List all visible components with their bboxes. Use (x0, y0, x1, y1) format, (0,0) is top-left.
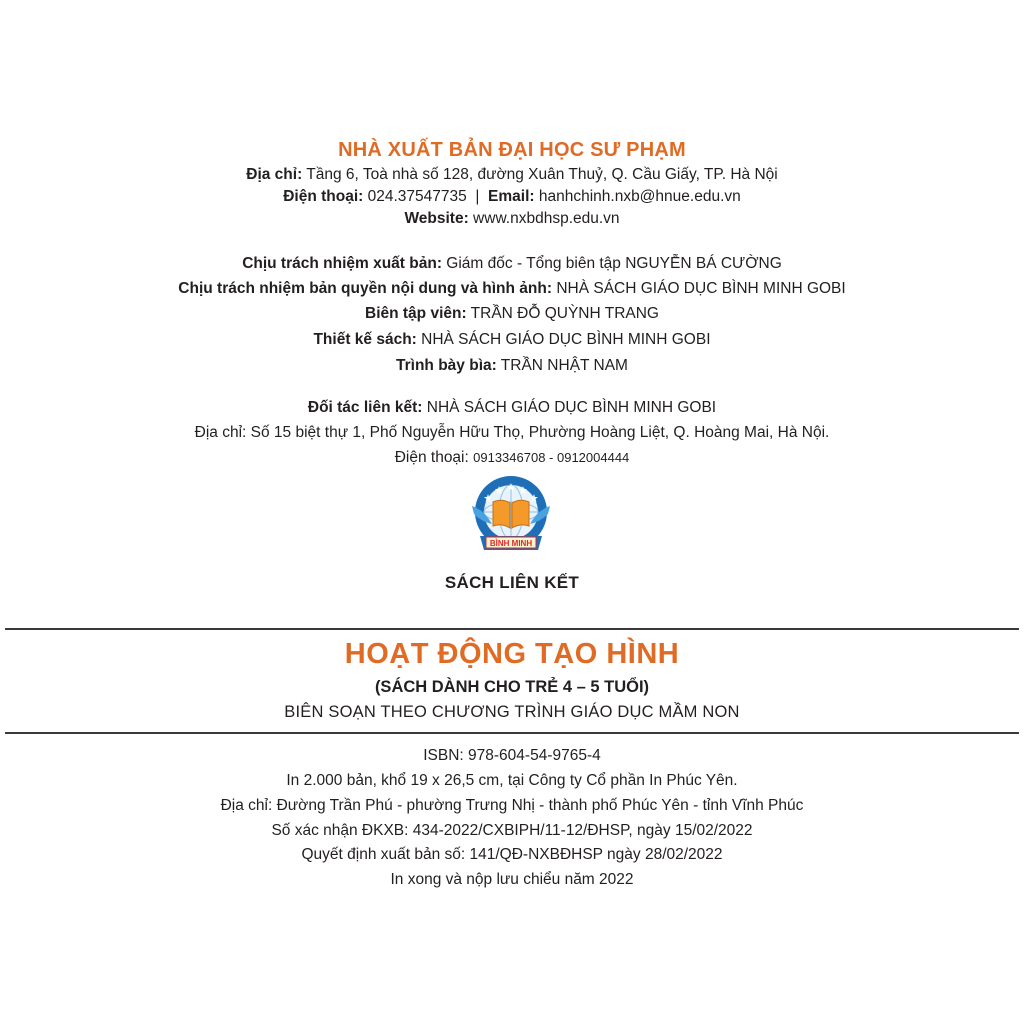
logo-text: BÌNH MINH (489, 539, 533, 548)
credit-label: Trình bày bìa: (396, 357, 497, 374)
partner-phone-label: Điện thoại: (394, 449, 474, 466)
imprint-deposit: In xong và nộp lưu chiểu năm 2022 (390, 871, 634, 888)
imprint-printer-address: Địa chỉ: Đường Trần Phú - phường Trưng Nhị - thành phố Phúc Yên - tỉnh Vĩnh Phúc (220, 797, 804, 814)
website-value: www.nxbdhsp.edu.vn (468, 210, 620, 227)
address-label: Địa chỉ: (246, 166, 303, 183)
imprint-publishing-decision: Quyết định xuất bản số: 141/QĐ-NXBĐHSP ngày 28/02/2022 (301, 846, 723, 863)
publisher-contact (0, 186, 1024, 208)
imprint-registration: Số xác nhận ĐKXB: 434-2022/CXBIPH/11-12/ĐHSP, ngày 15/02/2022 (271, 822, 753, 839)
website-label: Website: (404, 210, 469, 227)
imprint-isbn: ISBN: 978-604-54-9765-4 (423, 747, 601, 764)
credit-cover-layout (0, 355, 1024, 377)
book-curriculum: BIÊN SOẠN THEO CHƯƠNG TRÌNH GIÁO DỤC MẦM NON (284, 703, 740, 721)
partner-phone-value: 0913346708 - 0912004444 (473, 450, 630, 465)
address-value: Tầng 6, Toà nhà số 128, đường Xuân Thuỷ, Q. Cầu Giấy, TP. Hà Nội (302, 166, 778, 183)
credit-book-design (0, 329, 1024, 351)
binh-minh-logo-icon (466, 474, 556, 558)
email-label: Email: (488, 188, 535, 205)
credit-label: Thiết kế sách: (313, 331, 417, 348)
partner-value: NHÀ SÁCH GIÁO DỤC BÌNH MINH GOBI (422, 399, 717, 416)
credit-label: Biên tập viên: (365, 305, 467, 322)
credit-value: NHÀ SÁCH GIÁO DỤC BÌNH MINH GOBI (552, 280, 846, 297)
credit-label: Chịu trách nhiệm xuất bản: (242, 255, 442, 272)
credit-label: Chịu trách nhiệm bản quyền nội dung và hình ảnh: (178, 280, 553, 297)
linked-book-caption: SÁCH LIÊN KẾT (444, 573, 580, 592)
credit-value: TRẦN ĐỖ QUỲNH TRANG (466, 305, 659, 322)
book-subtitle: (SÁCH DÀNH CHO TRẺ 4 – 5 TUỔI) (374, 678, 650, 696)
credit-editor (0, 303, 1024, 325)
publisher-website (0, 208, 1024, 230)
partner-line (0, 397, 1024, 419)
phone-value: 024.37547735 | (363, 188, 489, 205)
book-title: HOẠT ĐỘNG TẠO HÌNH (344, 638, 680, 670)
credit-value: TRẦN NHẬT NAM (496, 357, 628, 374)
bottom-divider (5, 732, 1019, 734)
credit-copyright-responsibility (0, 278, 1024, 300)
credit-value: NHÀ SÁCH GIÁO DỤC BÌNH MINH GOBI (416, 331, 711, 348)
credit-publishing-responsibility (0, 253, 1024, 275)
email-value: hanhchinh.nxb@hnue.edu.vn (534, 188, 741, 205)
credit-value: Giám đốc - Tổng biên tập NGUYỄN BÁ CƯỜNG (442, 255, 782, 272)
publisher-name: NHÀ XUẤT BẢN ĐẠI HỌC SƯ PHẠM (338, 139, 686, 161)
publisher-address (0, 164, 1024, 186)
partner-label: Đối tác liên kết: (307, 399, 423, 416)
top-divider (5, 628, 1019, 630)
imprint-print-run: In 2.000 bản, khổ 19 x 26,5 cm, tại Công ty Cổ phần In Phúc Yên. (286, 772, 738, 789)
partner-phone (0, 447, 1024, 469)
partner-address: Địa chỉ: Số 15 biệt thự 1, Phố Nguyễn Hữu Thọ, Phường Hoàng Liệt, Q. Hoàng Mai, Hà Nội. (194, 424, 830, 441)
phone-label: Điện thoại: (283, 188, 364, 205)
